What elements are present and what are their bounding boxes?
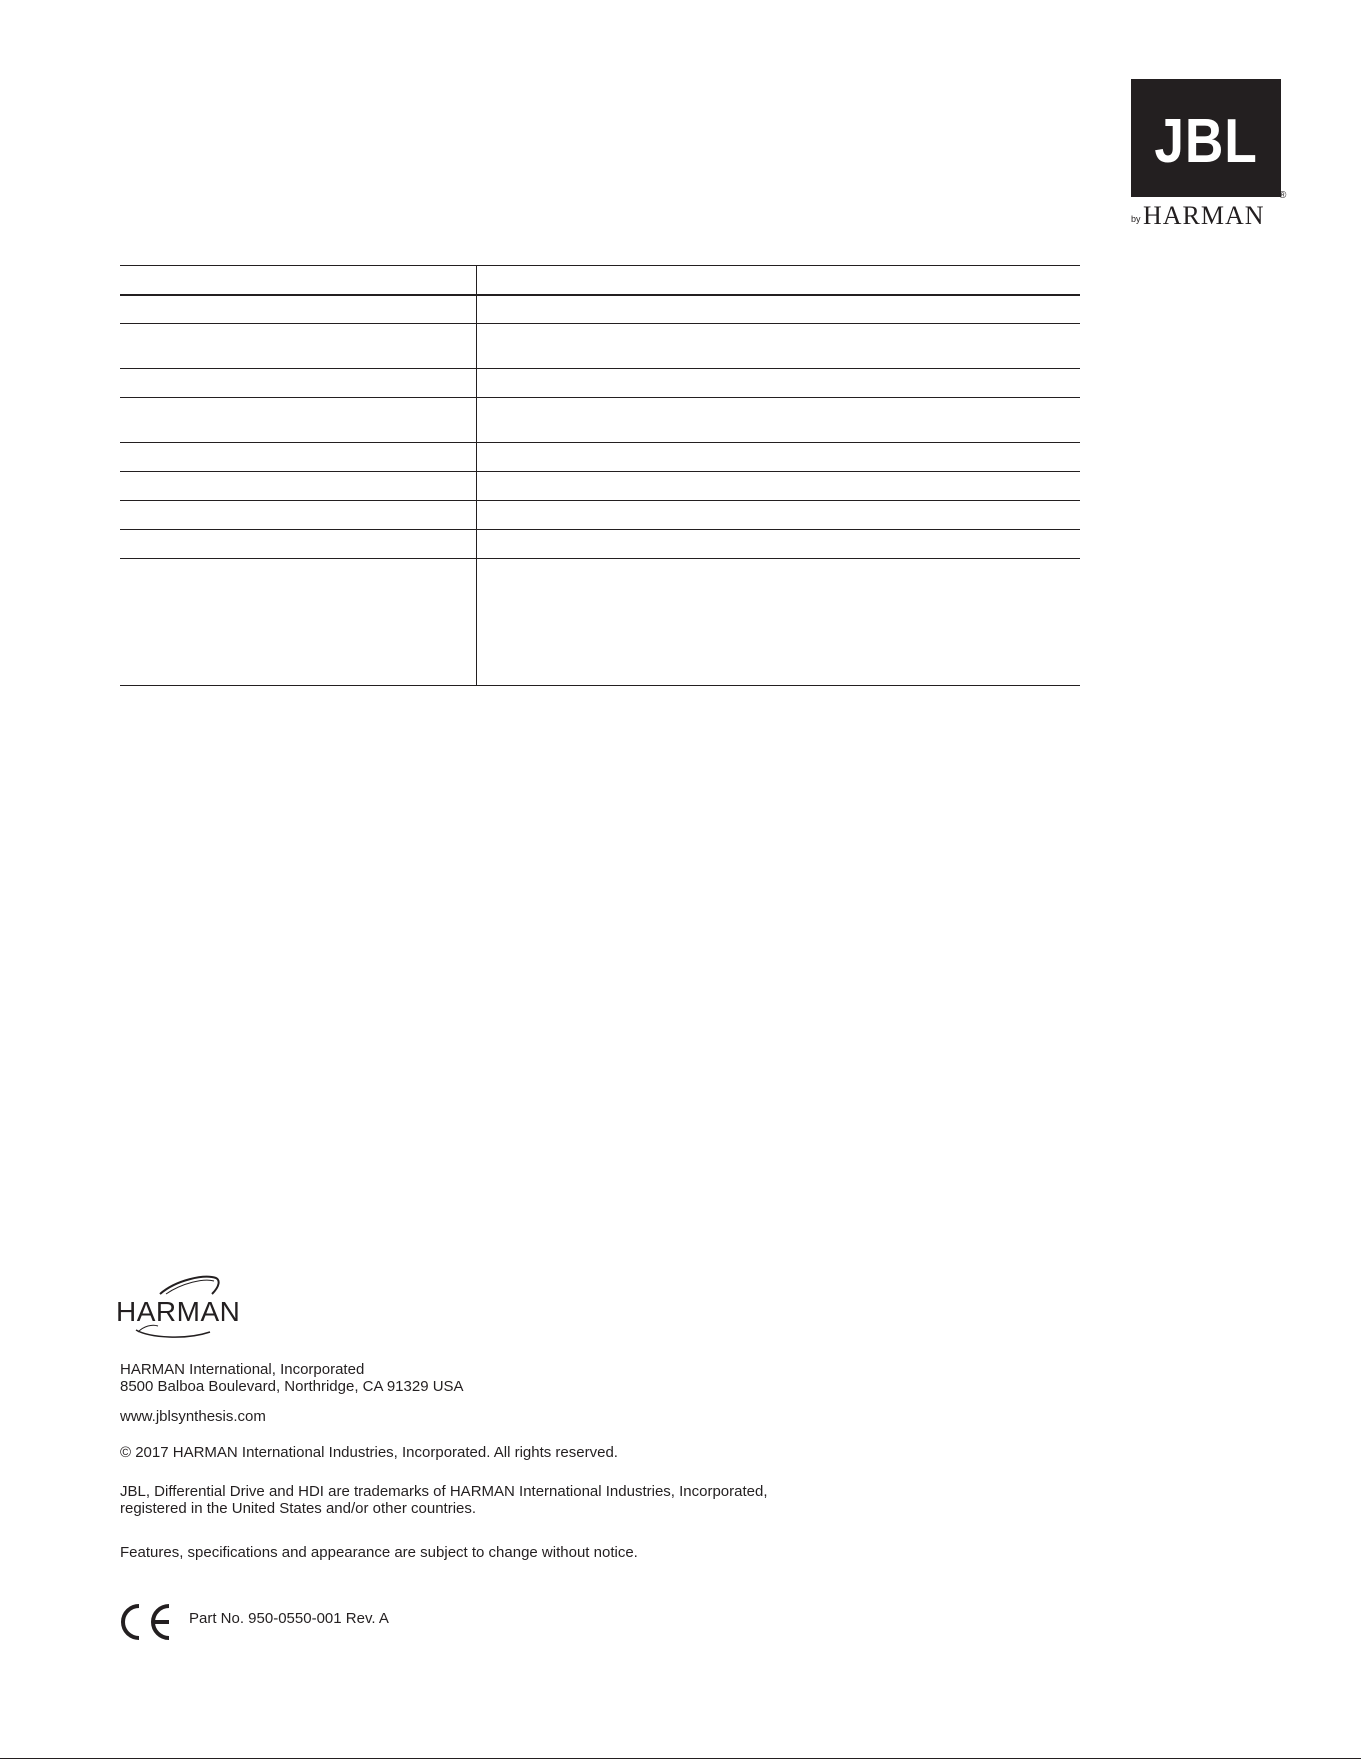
part-number: Part No. 950-0550-001 Rev. A [189,1610,389,1627]
harman-logo [116,1274,246,1344]
ce-mark-icon [119,1602,175,1642]
jbl-logo-by: by [1131,214,1141,224]
table-rule [120,529,1080,530]
jbl-logo-harman: HARMAN [1143,201,1265,230]
trademark-line: registered in the United States and/or other countries. [120,1500,477,1517]
harman-logo-text: HARMAN [116,1296,241,1327]
table-column-divider [476,265,477,686]
change-notice: Features, specifications and appearance are subject to change without notice. [120,1544,638,1561]
table-rule [120,442,1080,443]
registered-mark: ® [1279,190,1287,201]
page-bottom-rule [0,1758,1361,1759]
company-street: 8500 Balboa Boulevard, Northridge, CA 91329 USA [120,1378,464,1395]
table-rule [120,265,1080,266]
trademark-line: JBL, Differential Drive and HDI are trademarks of HARMAN International Industries, Incorporated, [120,1483,768,1500]
jbl-logo-text: JBL [1154,107,1258,176]
table-rule [120,558,1080,559]
table-rule [120,471,1080,472]
jbl-logo-box [1131,79,1281,197]
table-rule [120,323,1080,324]
company-address [120,1361,464,1395]
company-name: HARMAN International, Incorporated [120,1361,365,1378]
table-rule [120,397,1080,398]
website-link[interactable]: www.jblsynthesis.com [120,1408,266,1425]
trademark-notice [120,1483,768,1517]
table-header-rule [120,294,1080,296]
jbl-logo [1131,79,1287,232]
table-rule [120,368,1080,369]
spec-table [120,265,1080,686]
table-rule [120,500,1080,501]
copyright-notice: © 2017 HARMAN International Industries, Incorporated. All rights reserved. [120,1444,618,1461]
table-rule [120,685,1080,686]
